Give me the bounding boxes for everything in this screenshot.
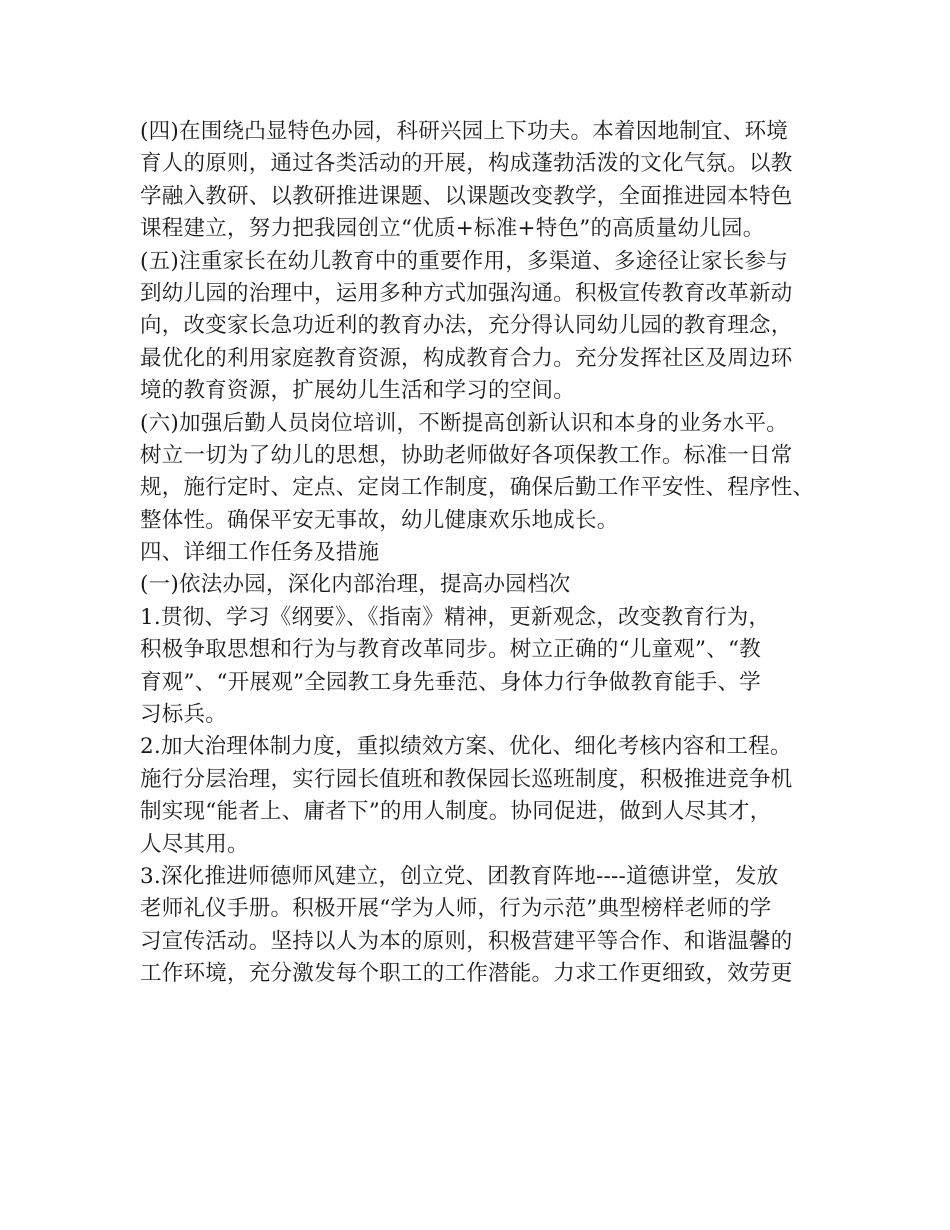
text-line: 向，改变家长急功近利的教育办法，充分得认同幼儿园的教育理念， bbox=[140, 313, 793, 339]
text-line: 工作环境，充分激发每个职工的工作潜能。力求工作更细致，效劳更 bbox=[140, 961, 793, 987]
text-line: (五)注重家长在幼儿教育中的重要作用，多渠道、多途径让家长参与 bbox=[140, 248, 789, 274]
text-line: 规，施行定时、定点、定岗工作制度，确保后勤工作平安性、程序性、 bbox=[140, 475, 815, 501]
section-heading: 四、详细工作任务及措施 bbox=[140, 540, 380, 566]
text-line: 境的教育资源，扩展幼儿生活和学习的空间。 bbox=[140, 378, 576, 404]
text-line: 习宣传活动。坚持以人为本的原则，积极营建平等合作、和谐温馨的 bbox=[140, 928, 793, 954]
text-line: 整体性。确保平安无事故，幼儿健康欢乐地成长。 bbox=[140, 507, 619, 533]
text-line: 3.深化推进师德师风建立，创立党、团教育阵地----道德讲堂，发放 bbox=[140, 863, 779, 889]
text-line: (六)加强后勤人员岗位培训，不断提高创新认识和本身的业务水平。 bbox=[140, 410, 789, 436]
text-line: 老师礼仪手册。积极开展“学为人师，行为示范”典型榜样老师的学 bbox=[140, 896, 772, 922]
text-line: (四)在围绕凸显特色办园，科研兴园上下功夫。本着因地制宜、环境 bbox=[140, 119, 789, 144]
text-line: 制实现“能者上、庸者下”的用人制度。协同促进，做到人尽其才， bbox=[140, 799, 772, 825]
text-line: 学融入教研、以教研推进课题、以课题改变教学，全面推进园本特色 bbox=[140, 183, 793, 209]
text-line: 积极争取思想和行为与教育改革同步。树立正确的“儿童观”、“教 bbox=[140, 637, 761, 663]
text-line: 树立一切为了幼儿的思想，协助老师做好各项保教工作。标准一日常 bbox=[140, 442, 793, 468]
text-line: 施行分层治理，实行园长值班和教保园长巡班制度，积极推进竞争机 bbox=[140, 766, 793, 792]
text-line: 1.贯彻、学习《纲要》、《指南》精神，更新观念，改变教育行为， bbox=[140, 604, 771, 630]
text-line: 育观”、“开展观”全园教工身先垂范、身体力行争做教育能手、学 bbox=[140, 669, 761, 695]
text-line: 2.加大治理体制力度，重拟绩效方案、优化、细化考核内容和工程。 bbox=[140, 734, 792, 760]
text-line: 课程建立，努力把我园创立“优质+标准+特色”的高质量幼儿园。 bbox=[140, 216, 765, 242]
document-body bbox=[140, 116, 840, 991]
text-line: 到幼儿园的治理中，运用多种方式加强沟通。积极宣传教育改革新动 bbox=[140, 280, 793, 306]
text-line: 最优化的利用家庭教育资源，构成教育合力。充分发挥社区及周边环 bbox=[140, 345, 793, 371]
text-line: 人尽其用。 bbox=[140, 831, 249, 857]
text-line: 育人的原则，通过各类活动的开展，构成蓬勃活泼的文化气氛。以教 bbox=[140, 151, 793, 177]
subsection-heading: (一)依法办园，深化内部治理，提高办园档次 bbox=[140, 572, 571, 598]
text-line: 习标兵。 bbox=[140, 702, 228, 728]
